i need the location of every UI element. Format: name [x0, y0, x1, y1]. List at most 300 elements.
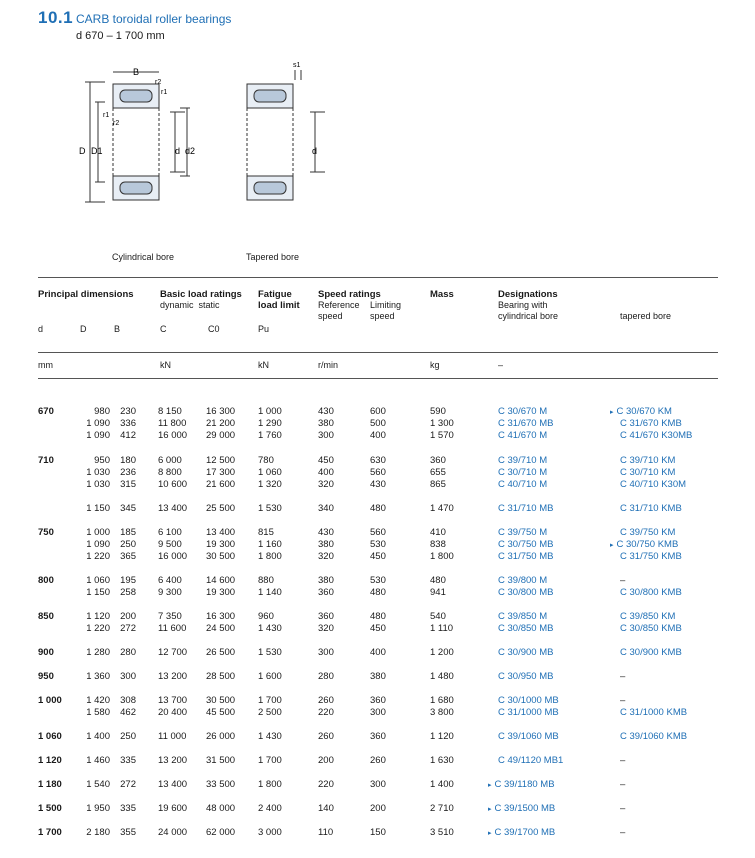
cell-ref-text: 430	[318, 527, 334, 538]
cell-tap	[620, 707, 730, 719]
cell-Pu-text: 1 760	[258, 430, 282, 441]
cell-lim-text: 500	[370, 418, 386, 429]
unit-rpm: r/min	[318, 360, 338, 370]
header-limiting-speed: Limiting speed	[370, 300, 402, 321]
cell-D-text: 1 060	[86, 575, 110, 586]
cell-tap-text: C 30/710 KM	[620, 467, 676, 478]
cell-C	[158, 539, 198, 551]
cell-lim-text: 360	[370, 695, 386, 706]
cell-tap	[620, 467, 730, 479]
dim-s1-label: s1	[293, 62, 301, 69]
cell-ref	[318, 671, 358, 683]
cell-cyl	[498, 647, 608, 659]
cell-ref-text: 380	[318, 539, 334, 550]
cell-lim-text: 450	[370, 551, 386, 562]
cell-mass	[430, 418, 480, 430]
cell-cyl	[498, 503, 608, 515]
cell-Pu	[258, 671, 298, 683]
cell-C-text: 8 150	[158, 406, 182, 417]
cell-cyl-text: C 30/900 MB	[498, 647, 554, 658]
cell-tap	[620, 503, 730, 515]
cell-B	[112, 527, 136, 539]
sym-B: B	[114, 324, 121, 334]
cell-B-text: 258	[120, 587, 136, 598]
cell-B-text: 335	[120, 803, 136, 814]
cell-D-text: 950	[94, 455, 110, 466]
cell-cyl	[488, 827, 598, 840]
cell-B-text: 185	[120, 527, 136, 538]
cell-lim-text: 480	[370, 587, 386, 598]
cell-d	[38, 406, 74, 418]
cell-tap	[620, 731, 730, 743]
cell-mass	[430, 503, 480, 515]
cylindrical-bore-drawing	[75, 62, 205, 222]
cell-B-text: 272	[120, 779, 136, 790]
cell-lim-text: 300	[370, 779, 386, 790]
cell-C0	[206, 623, 246, 635]
cell-B-text: 250	[120, 539, 136, 550]
sym-Pu: Pu	[258, 324, 270, 334]
cell-Pu-text: 1 700	[258, 695, 282, 706]
cell-cyl-text: C 30/710 M	[498, 467, 548, 478]
cell-D-text: 1 360	[86, 671, 110, 682]
cell-D-text: 1 090	[86, 539, 110, 550]
cell-D	[80, 467, 110, 479]
cell-Pu	[258, 539, 298, 551]
cell-mass-text: 480	[430, 575, 446, 586]
cell-C0-text: 30 500	[206, 695, 236, 706]
cell-C0	[206, 430, 246, 442]
cell-tap-text: C 30/800 KMB	[620, 587, 682, 598]
new-product-marker: ▸	[610, 542, 614, 549]
cell-cyl	[498, 479, 608, 491]
cell-Pu	[258, 503, 298, 515]
cell-ref	[318, 539, 358, 551]
cell-mass-text: 1 480	[430, 671, 454, 682]
cell-lim-text: 560	[370, 467, 386, 478]
cell-tap	[620, 695, 730, 707]
new-product-marker: ▸	[488, 830, 492, 837]
cell-mass-text: 1 400	[430, 779, 454, 790]
cell-Pu-text: 1 800	[258, 779, 282, 790]
cell-d	[38, 755, 74, 767]
cell-tap-text: –	[620, 695, 626, 706]
cell-lim	[370, 551, 410, 563]
cell-ref-text: 360	[318, 587, 334, 598]
cell-cyl	[488, 779, 598, 792]
cell-lim	[370, 671, 410, 683]
cell-D-text: 1 150	[86, 587, 110, 598]
cell-C0	[206, 827, 246, 839]
cell-tap-text: C 41/670 K30MB	[620, 430, 693, 441]
header-reference-speed: Reference speed	[318, 300, 360, 321]
cell-D	[80, 647, 110, 659]
cell-C0-text: 45 500	[206, 707, 236, 718]
cell-mass-text: 410	[430, 527, 446, 538]
cell-ref	[318, 418, 358, 430]
cell-D	[80, 430, 110, 442]
cell-C0	[206, 611, 246, 623]
cell-lim	[370, 430, 410, 442]
cell-ref-text: 380	[318, 418, 334, 429]
cell-ref	[318, 430, 358, 442]
page-subtitle: d 670 – 1 700 mm	[76, 30, 165, 42]
cell-d	[38, 671, 74, 683]
cell-lim-text: 600	[370, 406, 386, 417]
header-speed: Speed ratings	[318, 289, 381, 300]
cell-ref-text: 220	[318, 707, 334, 718]
cell-cyl-text: C 30/800 MB	[498, 587, 554, 598]
cell-D	[80, 827, 110, 839]
cell-C0	[206, 707, 246, 719]
cell-cyl-text: C 31/710 MB	[498, 503, 554, 514]
cell-lim	[370, 418, 410, 430]
cell-C0-text: 26 000	[206, 731, 236, 742]
new-product-marker: ▸	[610, 409, 614, 416]
cell-B	[112, 503, 136, 515]
cell-mass	[430, 695, 480, 707]
cell-D-text: 1 220	[86, 623, 110, 634]
cell-D-text: 2 180	[86, 827, 110, 838]
cell-tap	[620, 827, 730, 839]
cell-C	[158, 671, 198, 683]
cell-mass	[430, 611, 480, 623]
cell-C0-text: 14 600	[206, 575, 236, 586]
cell-C	[158, 406, 198, 418]
cell-C0-text: 48 000	[206, 803, 236, 814]
cell-Pu	[258, 707, 298, 719]
cell-tap	[620, 527, 730, 539]
cell-cyl	[498, 707, 608, 719]
cell-tap	[620, 803, 730, 815]
cell-B-text: 280	[120, 647, 136, 658]
dim-B-label: B	[133, 67, 140, 77]
cell-C0-text: 19 300	[206, 587, 236, 598]
cell-C0-text: 21 200	[206, 418, 236, 429]
unit-dash: –	[498, 360, 504, 370]
cell-B-text: 335	[120, 755, 136, 766]
cell-ref	[318, 467, 358, 479]
cell-D	[80, 587, 110, 599]
cell-tap-text: C 31/750 KMB	[620, 551, 682, 562]
cell-D	[80, 611, 110, 623]
cell-lim	[370, 575, 410, 587]
cell-D	[80, 551, 110, 563]
cell-cyl	[498, 731, 608, 743]
cell-mass	[430, 731, 480, 743]
cell-C-text: 20 400	[158, 707, 188, 718]
cell-ref	[318, 587, 358, 599]
cell-D-text: 1 460	[86, 755, 110, 766]
cell-B	[112, 731, 136, 743]
cell-lim-text: 630	[370, 455, 386, 466]
cell-ref	[318, 731, 358, 743]
cell-mass-text: 865	[430, 479, 446, 490]
cell-Pu-text: 1 430	[258, 731, 282, 742]
cell-Pu-text: 3 000	[258, 827, 282, 838]
cell-B-text: 336	[120, 418, 136, 429]
cell-C0-text: 26 500	[206, 647, 236, 658]
cell-mass	[430, 455, 480, 467]
cell-tap-text: C 39/750 KM	[620, 527, 676, 538]
cell-tap-text: C 30/670 KM	[616, 406, 672, 417]
cell-C-text: 11 000	[158, 731, 187, 742]
cell-mass-text: 838	[430, 539, 446, 550]
cell-C	[158, 418, 198, 430]
cell-d-text: 1 700	[38, 827, 62, 838]
cell-D	[80, 803, 110, 815]
cell-lim-text: 400	[370, 647, 386, 658]
cell-D-text: 1 090	[86, 430, 110, 441]
cell-D-text: 1 400	[86, 731, 110, 742]
cell-ref-text: 140	[318, 803, 334, 814]
cell-C0	[206, 527, 246, 539]
cell-D	[80, 479, 110, 491]
cell-Pu-text: 1 700	[258, 755, 282, 766]
cell-ref	[318, 455, 358, 467]
cell-ref-text: 380	[318, 575, 334, 586]
cell-C0	[206, 671, 246, 683]
cell-cyl	[498, 575, 608, 587]
unit-kN-fatigue: kN	[258, 360, 269, 370]
cell-tap	[620, 755, 730, 767]
dim-d2-label: d2	[185, 146, 196, 156]
cell-C0-text: 29 000	[206, 430, 236, 441]
cell-d	[38, 575, 74, 587]
cell-cyl	[498, 623, 608, 635]
cell-C0-text: 62 000	[206, 827, 236, 838]
cell-tap	[620, 575, 730, 587]
cell-d	[38, 527, 74, 539]
cell-C0	[206, 695, 246, 707]
cell-mass	[430, 467, 480, 479]
cell-d	[38, 695, 74, 707]
cell-C-text: 13 400	[158, 779, 188, 790]
cell-lim	[370, 647, 410, 659]
cell-C-text: 10 600	[158, 479, 188, 490]
cell-lim	[370, 467, 410, 479]
cell-C0-text: 12 500	[206, 455, 236, 466]
cell-lim	[370, 587, 410, 599]
cell-B-text: 195	[120, 575, 136, 586]
dim-r1-label-top: r1	[161, 89, 168, 96]
cell-tap-text: –	[620, 575, 626, 586]
cell-tap-text: –	[620, 827, 626, 838]
cell-C0	[206, 803, 246, 815]
cell-cyl	[498, 587, 608, 599]
cell-B-text: 345	[120, 503, 136, 514]
cell-ref-text: 360	[318, 611, 334, 622]
cell-lim	[370, 803, 410, 815]
header-tapered-bore: tapered bore	[620, 311, 672, 321]
cell-B	[112, 611, 136, 623]
cell-lim-text: 480	[370, 503, 386, 514]
new-product-marker: ▸	[488, 806, 492, 813]
cell-tap	[620, 479, 730, 491]
cell-lim-text: 380	[370, 671, 386, 682]
cell-C0	[206, 503, 246, 515]
cell-d-text: 1 500	[38, 803, 62, 814]
cell-B-text: 236	[120, 467, 136, 478]
cell-C0	[206, 755, 246, 767]
cell-cyl	[498, 671, 608, 683]
cell-Pu	[258, 455, 298, 467]
cell-mass-text: 1 110	[430, 623, 454, 634]
cell-B-text: 315	[120, 479, 136, 490]
cell-C0-text: 16 300	[206, 406, 236, 417]
cell-mass	[430, 527, 480, 539]
cell-cyl-text: C 30/750 MB	[498, 539, 554, 550]
cell-D-text: 1 090	[86, 418, 110, 429]
cell-cyl-text: C 49/1120 MB1	[498, 755, 564, 766]
cell-D	[80, 707, 110, 719]
cell-ref	[318, 623, 358, 635]
cell-cyl	[498, 455, 608, 467]
dim-r2-label: r2	[113, 120, 120, 127]
cell-Pu	[258, 479, 298, 491]
cell-cyl-text: C 40/710 M	[498, 479, 548, 490]
cell-Pu	[258, 430, 298, 442]
dim-r2-label-top: r2	[155, 79, 162, 86]
table-top-rule	[38, 277, 718, 278]
cell-C0-text: 30 500	[206, 551, 236, 562]
cell-Pu-text: 1 530	[258, 503, 282, 514]
cell-lim	[370, 731, 410, 743]
cell-C-text: 19 600	[158, 803, 188, 814]
cell-cyl-text: C 39/1700 MB	[494, 827, 556, 838]
cell-B	[112, 467, 136, 479]
cell-ref	[318, 527, 358, 539]
cell-Pu-text: 1 140	[258, 587, 282, 598]
cell-B	[112, 671, 136, 683]
cell-mass-text: 590	[430, 406, 446, 417]
cell-C	[158, 647, 198, 659]
page-title: CARB toroidal roller bearings	[76, 12, 232, 26]
cell-d-text: 750	[38, 527, 54, 538]
cell-Pu	[258, 575, 298, 587]
cell-mass	[430, 539, 480, 551]
cell-C	[158, 803, 198, 815]
cell-tap-text: C 39/1060 KMB	[620, 731, 688, 742]
cell-cyl-text: C 30/670 M	[498, 406, 548, 417]
cell-ref	[318, 803, 358, 815]
cell-d	[38, 803, 74, 815]
cell-d-text: 1 120	[38, 755, 62, 766]
cell-B	[112, 707, 136, 719]
cell-mass	[430, 575, 480, 587]
cell-B-text: 180	[120, 455, 136, 466]
cell-C0	[206, 406, 246, 418]
cell-C0	[206, 587, 246, 599]
cell-d	[38, 455, 74, 467]
cell-D	[80, 779, 110, 791]
cell-Pu-text: 815	[258, 527, 274, 538]
sym-C0: C0	[208, 324, 220, 334]
cell-C-text: 6 100	[158, 527, 182, 538]
cell-ref	[318, 707, 358, 719]
cell-cyl-text: C 30/850 MB	[498, 623, 554, 634]
cell-C-text: 13 400	[158, 503, 188, 514]
cell-tap-text: C 30/850 KMB	[620, 623, 682, 634]
cell-D-text: 1 580	[86, 707, 110, 718]
cell-D-text: 1 120	[86, 611, 110, 622]
cell-D	[80, 455, 110, 467]
cell-B	[112, 755, 136, 767]
cell-B	[112, 827, 136, 839]
cell-Pu-text: 1 320	[258, 479, 282, 490]
cell-cyl-text: C 39/1500 MB	[494, 803, 556, 814]
dim-d-label: d	[175, 146, 181, 156]
cell-B	[112, 551, 136, 563]
cell-tap-text: C 31/710 KMB	[620, 503, 682, 514]
cell-Pu-text: 880	[258, 575, 274, 586]
cell-D	[80, 695, 110, 707]
cell-d-text: 850	[38, 611, 54, 622]
cell-cyl-text: C 39/750 M	[498, 527, 548, 538]
cell-C-text: 6 000	[158, 455, 182, 466]
cell-mass	[430, 551, 480, 563]
cell-d-text: 710	[38, 455, 54, 466]
cell-ref	[318, 827, 358, 839]
cell-C0	[206, 731, 246, 743]
cell-mass-text: 1 300	[430, 418, 454, 429]
cell-tap-text: C 39/710 KM	[620, 455, 676, 466]
cell-C-text: 9 500	[158, 539, 182, 550]
cell-ref-text: 430	[318, 406, 334, 417]
cell-D-text: 1 000	[86, 527, 110, 538]
cell-B-text: 412	[120, 430, 136, 441]
cell-cyl-text: C 31/670 MB	[498, 418, 554, 429]
cell-ref-text: 220	[318, 779, 334, 790]
cell-C0	[206, 467, 246, 479]
units-divider	[38, 378, 718, 379]
tapered-bore-caption: Tapered bore	[246, 252, 300, 262]
cell-C	[158, 611, 198, 623]
cell-C	[158, 430, 198, 442]
cell-D-text: 1 540	[86, 779, 110, 790]
sym-C: C	[160, 324, 167, 334]
cell-D-text: 1 280	[86, 647, 110, 658]
cell-ref	[318, 695, 358, 707]
cell-D-text: 1 950	[86, 803, 110, 814]
cell-C	[158, 707, 198, 719]
cell-ref-text: 320	[318, 623, 334, 634]
cell-cyl-text: C 30/1000 MB	[498, 695, 559, 706]
cell-C	[158, 731, 198, 743]
cell-tap-text: C 40/710 K30M	[620, 479, 687, 490]
cell-Pu	[258, 418, 298, 430]
cell-C-text: 9 300	[158, 587, 182, 598]
cell-B	[112, 455, 136, 467]
cell-cyl	[498, 406, 608, 418]
cell-d-text: 670	[38, 406, 54, 417]
cell-lim-text: 200	[370, 803, 386, 814]
cell-Pu	[258, 611, 298, 623]
cell-ref	[318, 551, 358, 563]
cell-d	[38, 647, 74, 659]
cell-C-text: 12 700	[158, 647, 188, 658]
cell-mass	[430, 755, 480, 767]
cell-D	[80, 539, 110, 551]
cell-mass	[430, 647, 480, 659]
cell-C0-text: 19 300	[206, 539, 236, 550]
cell-C	[158, 479, 198, 491]
cell-Pu	[258, 551, 298, 563]
cell-mass-text: 360	[430, 455, 446, 466]
cell-C0-text: 28 500	[206, 671, 236, 682]
cell-lim	[370, 479, 410, 491]
cell-C	[158, 695, 198, 707]
